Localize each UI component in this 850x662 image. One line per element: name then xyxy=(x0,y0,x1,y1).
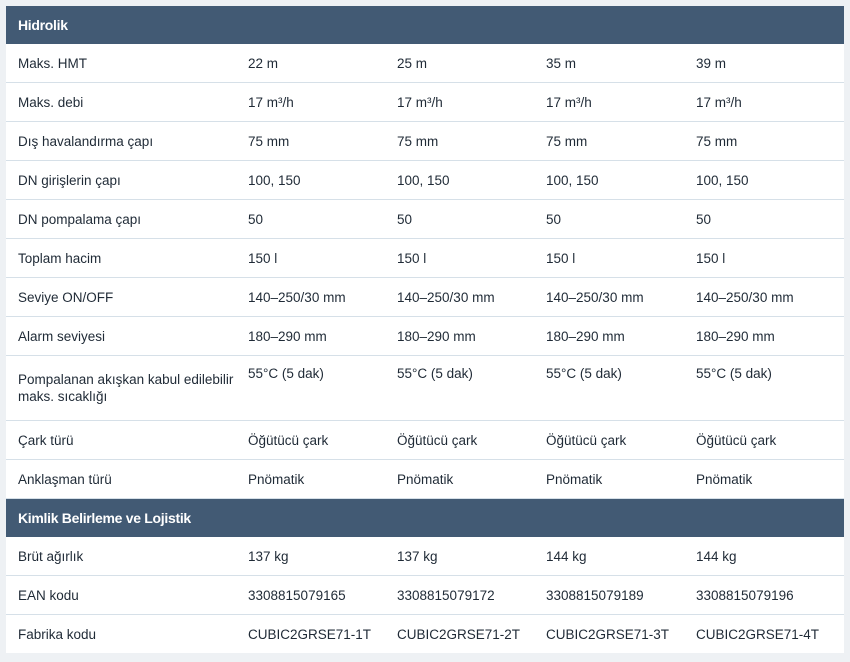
section-header xyxy=(6,6,844,44)
spec-label: DN girişlerin çapı xyxy=(6,161,246,200)
spec-value: 35 m xyxy=(544,44,694,83)
spec-value: 180–290 mm xyxy=(395,317,544,356)
spec-value: Pnömatik xyxy=(694,460,844,499)
spec-label: Brüt ağırlık xyxy=(6,537,246,576)
spec-value: 140–250/30 mm xyxy=(694,278,844,317)
spec-row xyxy=(6,239,844,278)
spec-label: Seviye ON/OFF xyxy=(6,278,246,317)
spec-value: 50 xyxy=(395,200,544,239)
spec-value: 100, 150 xyxy=(246,161,395,200)
spec-value: Öğütücü çark xyxy=(246,421,395,460)
spec-row xyxy=(6,356,844,421)
spec-value: 3308815079189 xyxy=(544,576,694,615)
spec-value: 100, 150 xyxy=(544,161,694,200)
spec-value: CUBIC2GRSE71-1T xyxy=(248,626,372,642)
spec-label: DN pompalama çapı xyxy=(6,200,246,239)
spec-value: 180–290 mm xyxy=(694,317,844,356)
spec-label: EAN kodu xyxy=(6,576,246,615)
spec-value: 140–250/30 mm xyxy=(246,278,395,317)
spec-value: 50 xyxy=(544,200,694,239)
spec-value: 55°C (5 dak) xyxy=(246,356,395,421)
spec-value: 17 m³/h xyxy=(246,83,395,122)
spec-label: Çark türü xyxy=(6,421,246,460)
spec-row xyxy=(6,421,844,460)
spec-value: 55°C (5 dak) xyxy=(395,356,544,421)
spec-value: Öğütücü çark xyxy=(694,421,844,460)
spec-value: Pnömatik xyxy=(395,460,544,499)
spec-value: 144 kg xyxy=(544,537,694,576)
spec-value: 3308815079196 xyxy=(694,576,844,615)
spec-value: 150 l xyxy=(395,239,544,278)
spec-value: 17 m³/h xyxy=(395,83,544,122)
spec-value: 39 m xyxy=(694,44,844,83)
spec-value: 137 kg xyxy=(246,537,395,576)
spec-value: 144 kg xyxy=(694,537,844,576)
spec-label: Anklaşman türü xyxy=(6,460,246,499)
spec-row xyxy=(6,576,844,615)
section-title: Kimlik Belirleme ve Lojistik xyxy=(6,499,844,538)
spec-table-body xyxy=(6,6,844,653)
spec-table xyxy=(6,6,844,653)
spec-value: 50 xyxy=(694,200,844,239)
spec-row xyxy=(6,278,844,317)
spec-value: 140–250/30 mm xyxy=(544,278,694,317)
spec-value: 100, 150 xyxy=(694,161,844,200)
spec-value: 75 mm xyxy=(694,122,844,161)
section-title: Hidrolik xyxy=(6,6,844,44)
spec-value: 100, 150 xyxy=(395,161,544,200)
spec-value: 150 l xyxy=(544,239,694,278)
spec-value: 75 mm xyxy=(544,122,694,161)
spec-row xyxy=(6,161,844,200)
spec-value: Pnömatik xyxy=(246,460,395,499)
spec-value: 150 l xyxy=(694,239,844,278)
spec-value: 180–290 mm xyxy=(544,317,694,356)
spec-value: Pnömatik xyxy=(544,460,694,499)
spec-label: Pompalanan akışkan kabul edilebilir maks. sıcaklığı xyxy=(6,356,246,421)
spec-row xyxy=(6,44,844,83)
spec-label: Fabrika kodu xyxy=(18,626,97,642)
spec-label: Maks. HMT xyxy=(6,44,246,83)
spec-value: 150 l xyxy=(246,239,395,278)
spec-value: 50 xyxy=(246,200,395,239)
spec-row xyxy=(6,83,844,122)
spec-value: 180–290 mm xyxy=(246,317,395,356)
spec-value: 17 m³/h xyxy=(544,83,694,122)
spec-label: Alarm seviyesi xyxy=(6,317,246,356)
section-header xyxy=(6,499,844,538)
spec-label: Dış havalandırma çapı xyxy=(6,122,246,161)
spec-value: 3308815079172 xyxy=(395,576,544,615)
spec-value: CUBIC2GRSE71-2T xyxy=(397,626,521,642)
spec-value: CUBIC2GRSE71-3T xyxy=(546,626,670,642)
spec-value: Öğütücü çark xyxy=(395,421,544,460)
spec-row xyxy=(6,537,844,576)
spec-value: 140–250/30 mm xyxy=(395,278,544,317)
spec-table-container xyxy=(6,6,844,653)
spec-value: 22 m xyxy=(246,44,395,83)
spec-value: 17 m³/h xyxy=(694,83,844,122)
spec-value: 75 mm xyxy=(395,122,544,161)
spec-row xyxy=(6,200,844,239)
spec-value: 3308815079165 xyxy=(246,576,395,615)
spec-value: 137 kg xyxy=(395,537,544,576)
spec-row xyxy=(6,122,844,161)
spec-value: Öğütücü çark xyxy=(544,421,694,460)
spec-value: 75 mm xyxy=(246,122,395,161)
spec-label: Toplam hacim xyxy=(6,239,246,278)
spec-value: CUBIC2GRSE71-4T xyxy=(696,626,820,642)
spec-row xyxy=(6,317,844,356)
spec-row xyxy=(6,615,844,654)
spec-value: 55°C (5 dak) xyxy=(544,356,694,421)
spec-row xyxy=(6,460,844,499)
spec-value: 25 m xyxy=(395,44,544,83)
spec-label: Maks. debi xyxy=(6,83,246,122)
spec-value: 55°C (5 dak) xyxy=(694,356,844,421)
